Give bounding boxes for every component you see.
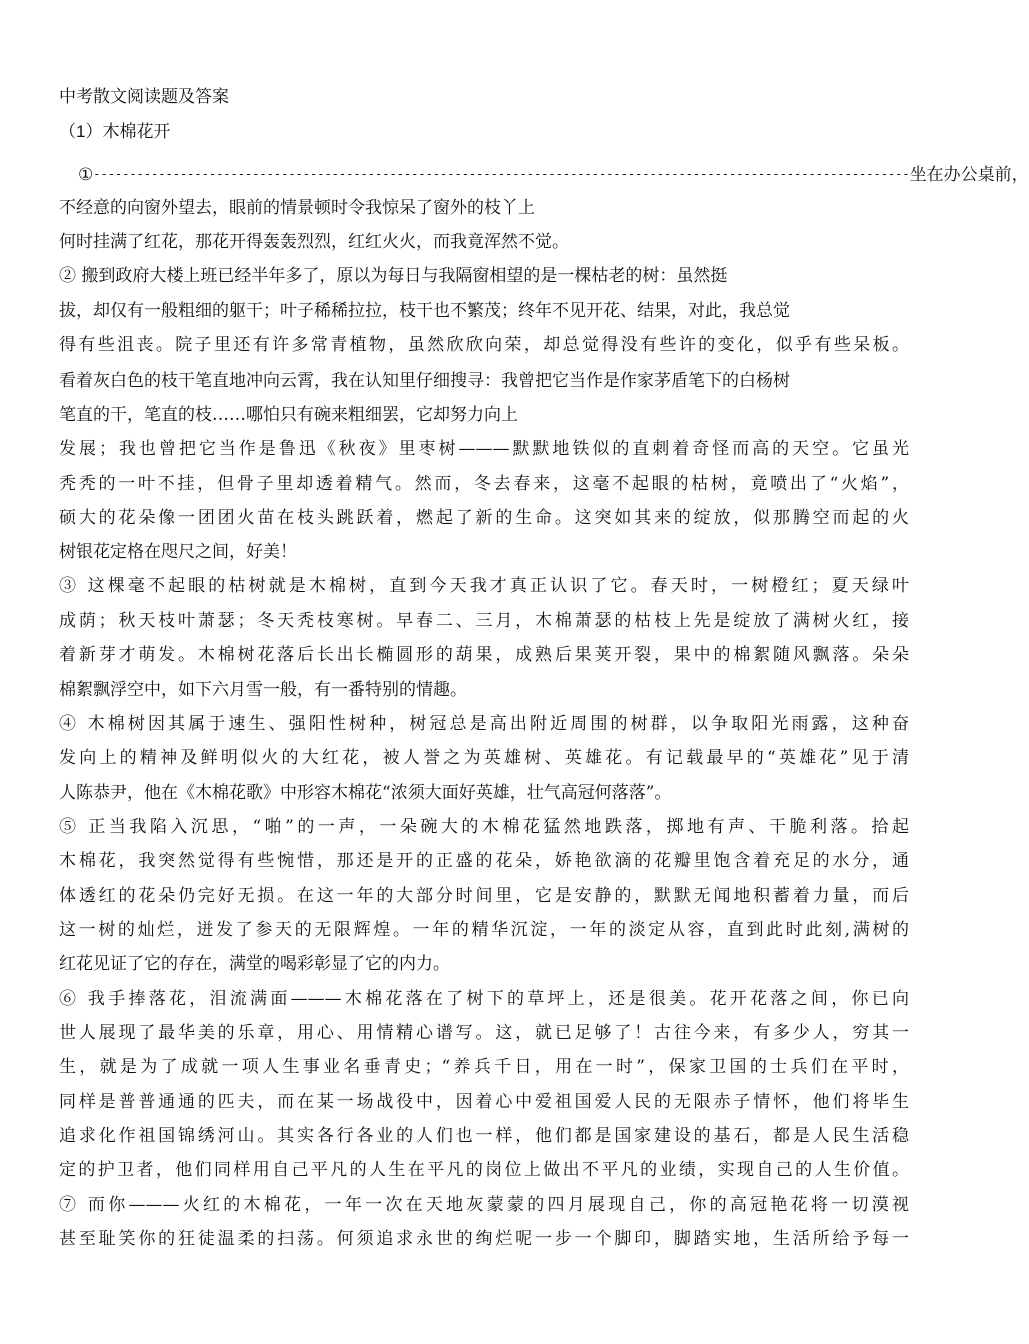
paragraph-line: 发向上的精神及鲜明似火的大红花，被人誉之为英雄树、英雄花。有记载最早的“英雄花”见于清: [59, 748, 909, 768]
paragraph-line: ⑥ 我手捧落花，泪流满面———木棉花落在了树下的草坪上，还是很美。花开花落之间，你已向: [59, 989, 909, 1009]
dash-rule: -----------------------------------------------------------------------------------------------------------------: [93, 167, 910, 181]
paragraph-line: 发展；我也曾把它当作是鲁迅《秋夜》里枣树———默默地铁似的直刺着奇怪而高的天空。它虽光: [59, 439, 909, 459]
paragraph-line: 硕大的花朵像一团团火苗在枝头跳跃着，燃起了新的生命。这突如其来的绽放，似那腾空而起的火: [59, 508, 909, 528]
paragraph-line: 着新芽才萌发。木棉树花落后长出长椭圆形的葫果，成熟后果荚开裂，果中的棉絮随风飘落。朵朵: [59, 645, 909, 665]
first-line-text: 坐在办公桌前，: [909, 165, 1029, 185]
paragraph-line: ③ 这棵毫不起眼的枯树就是木棉树，直到今天我才真正认识了它。春天时，一树橙红；夏天绿叶: [59, 576, 909, 596]
paragraph-line: 秃秃的一叶不挂，但骨子里却透着精气。然而，冬去春来，这毫不起眼的枯树，竟喷出了“火焰”，: [59, 474, 909, 494]
paragraph-line: 木棉花，我突然觉得有些惋惜，那还是开的正盛的花朵，娇艳欲滴的花瓣里饱含着充足的水分，通: [59, 851, 909, 871]
document-title: 中考散文阅读题及答案: [59, 87, 229, 106]
paragraph-line: 世人展现了最华美的乐章，用心、用情精心谱写。这，就已足够了！古往今来，有多少人，穷其一: [59, 1023, 909, 1043]
section-heading: （1）木棉花开: [59, 122, 171, 141]
paragraph-line: 人陈恭尹，他在《木棉花歌》中形容木棉花“浓须大面好英雄，壮气高冠何落落”。: [59, 783, 672, 803]
paragraph-line: 得有些沮丧。院子里还有许多常青植物，虽然欣欣向荣，却总觉得没有些许的变化，似乎有些呆板。: [59, 335, 909, 355]
paragraph-line: 不经意的向窗外望去，眼前的情景顿时令我惊呆了窗外的枝丫上: [59, 198, 535, 218]
paragraph-line: ④ 木棉树因其属于速生、强阳性树种，树冠总是高出附近周围的树群，以争取阳光雨露，这种奋: [59, 714, 909, 734]
paragraph-line: 拔，却仅有一般粗细的躯干；叶子稀稀拉拉，枝干也不繁茂；终年不见开花、结果，对此，我总觉: [59, 301, 790, 321]
paragraph-number-1: ①: [78, 165, 94, 185]
paragraph-line: 棉絮飘浮空中，如下六月雪一般，有一番特别的情趣。: [59, 680, 467, 700]
paragraph-line: 定的护卫者，他们同样用自己平凡的人生在平凡的岗位上做出不平凡的业绩，实现自己的人生价值。: [59, 1160, 909, 1180]
paragraph-line: ② 搬到政府大楼上班已经半年多了，原以为每日与我隔窗相望的是一棵枯老的树：虽然挺: [59, 266, 728, 286]
paragraph-line: 追求化作祖国锦绣河山。其实各行各业的人们也一样，他们都是国家建设的基石，都是人民生活稳: [59, 1126, 909, 1146]
paragraph-line: 树银花定格在咫尺之间，好美！: [59, 542, 297, 562]
paragraph-line: ⑤ 正当我陷入沉思，“啪”的一声，一朵碗大的木棉花猛然地跌落，掷地有声、干脆利落。拾起: [59, 817, 909, 837]
paragraph-line: 同样是普普通通的匹夫，而在某一场战役中，因着心中爱祖国爱人民的无限赤子情怀，他们将毕生: [59, 1092, 909, 1112]
paragraph-line: 生，就是为了成就一项人生事业名垂青史；“养兵千日，用在一时”，保家卫国的士兵们在平时，: [59, 1057, 909, 1077]
paragraph-line: 何时挂满了红花，那花开得轰轰烈烈，红红火火，而我竟浑然不觉。: [59, 232, 569, 252]
paragraph-line: 这一树的灿烂，迸发了参天的无限辉煌。一年的精华沉淀，一年的淡定从容，直到此时此刻,满树的: [59, 920, 909, 940]
paragraph-line: 成荫；秋天枝叶萧瑟；冬天秃枝寒树。早春二、三月，木棉萧瑟的枯枝上先是绽放了满树火红，接: [59, 611, 909, 631]
paragraph-line: ⑦ 而你———火红的木棉花，一年一次在天地灰蒙蒙的四月展现自己，你的高冠艳花将一切漠视: [59, 1195, 909, 1215]
paragraph-line: 红花见证了它的存在，满堂的喝彩彰显了它的内力。: [59, 954, 450, 974]
paragraph-line: 甚至耻笑你的狂徒温柔的扫荡。何须追求永世的绚烂呢一步一个脚印，脚踏实地，生活所给予每一: [59, 1229, 909, 1249]
paragraph-line: 体透红的花朵仍完好无损。在这一年的大部分时间里，它是安静的，默默无闻地积蓄着力量，而后: [59, 886, 909, 906]
paragraph-line: 看着灰白色的枝干笔直地冲向云霄，我在认知里仔细搜寻：我曾把它当作是作家茅盾笔下的白杨树: [59, 371, 790, 391]
paragraph-line: [78, 163, 1029, 186]
paragraph-line: 笔直的干，笔直的枝……哪怕只有碗来粗细罢，它却努力向上: [59, 405, 518, 425]
